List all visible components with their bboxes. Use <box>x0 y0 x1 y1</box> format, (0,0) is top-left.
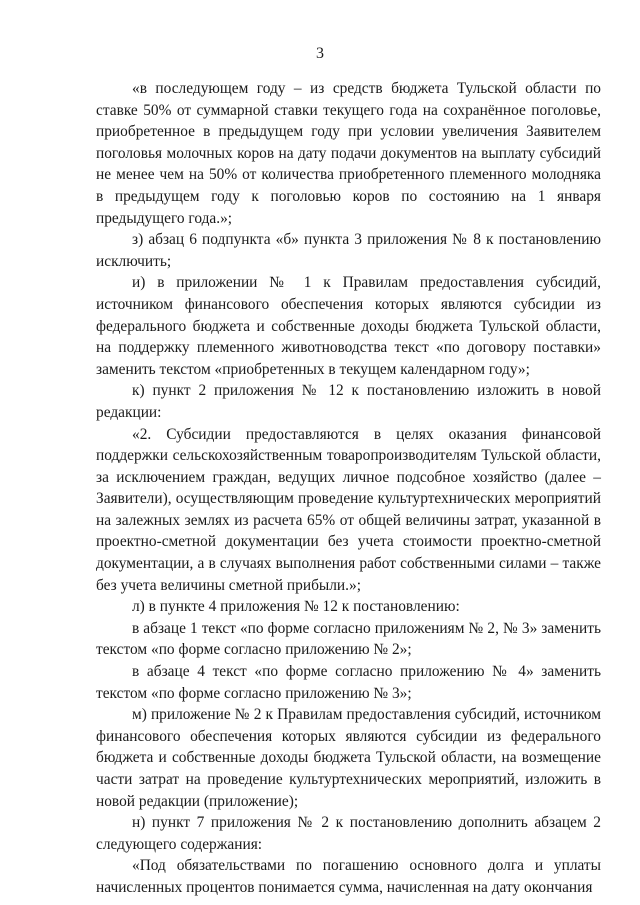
page-number: 3 <box>316 45 324 62</box>
paragraph: «в последующем году – из средств бюджета Тульской области по ставке 50% от суммарной ставки текущего года на сохранённое поголовье, приобретенное в предыдущем году при условии увеличения Заявителем поголовья молочных коров на дату подачи документов на выплату субсидий не менее чем на 50% от количества приобретенного племенного молодняка в предыдущем году к поголовью коров по состоянию на 1 января предыдущего года.»; <box>96 80 601 227</box>
paragraph: в абзаце 4 текст «по форме согласно приложению № 4» заменить текстом «по форме согласно приложению № 3»; <box>96 663 601 702</box>
paragraph: к) пункт 2 приложения № 12 к постановлению изложить в новой редакции: <box>96 382 601 421</box>
paragraph: л) в пункте 4 приложения № 12 к постановлению: <box>132 598 460 616</box>
paragraph: «Под обязательствами по погашению основного долга и уплаты начисленных процентов понимается сумма, начисленная на дату окончания <box>96 857 601 896</box>
paragraph: и) в приложении № 1 к Правилам предоставления субсидий, источником финансового обеспечения которых являются субсидии из федерального бюджета и собственные доходы бюджета Тульской области, на поддержку племенного животноводства текст «по договору поставки» заменить текстом «приобретенных в текущем календарном году»; <box>96 274 601 378</box>
paragraph: з) абзац 6 подпункта «б» пункта 3 приложения № 8 к постановлению исключить; <box>96 231 601 270</box>
paragraph: в абзаце 1 текст «по форме согласно приложениям № 2, № 3» заменить текстом «по форме согласно приложению № 2»; <box>96 619 601 659</box>
paragraph: м) приложение № 2 к Правилам предоставления субсидий, источником финансового обеспечения которых являются субсидии из федерального бюджета и собственные доходы бюджета Тульской области, на возмещение части затрат на проведение культуртехнических мероприятий, изложить в новой редакции (приложение); <box>96 706 601 810</box>
document-body <box>96 78 601 899</box>
paragraph: н) пункт 7 приложения № 2 к постановлению дополнить абзацем 2 следующего содержания: <box>96 814 601 853</box>
paragraph: «2. Субсидии предоставляются в целях оказания финансовой поддержки сельскохозяйственным товаропроизводителям Тульской области, за исключением граждан, ведущих личное подсобное хозяйство (далее – Заявители), осуществляющим проведение культуртехнических мероприятий на залежных землях из расчета 65% от общей величины затрат, указанной в проектно-сметной документации без учета стоимости проектно-сметной документации, а в случаях выполнения работ собственными силами – также без учета величины сметной прибыли.»; <box>96 425 601 594</box>
